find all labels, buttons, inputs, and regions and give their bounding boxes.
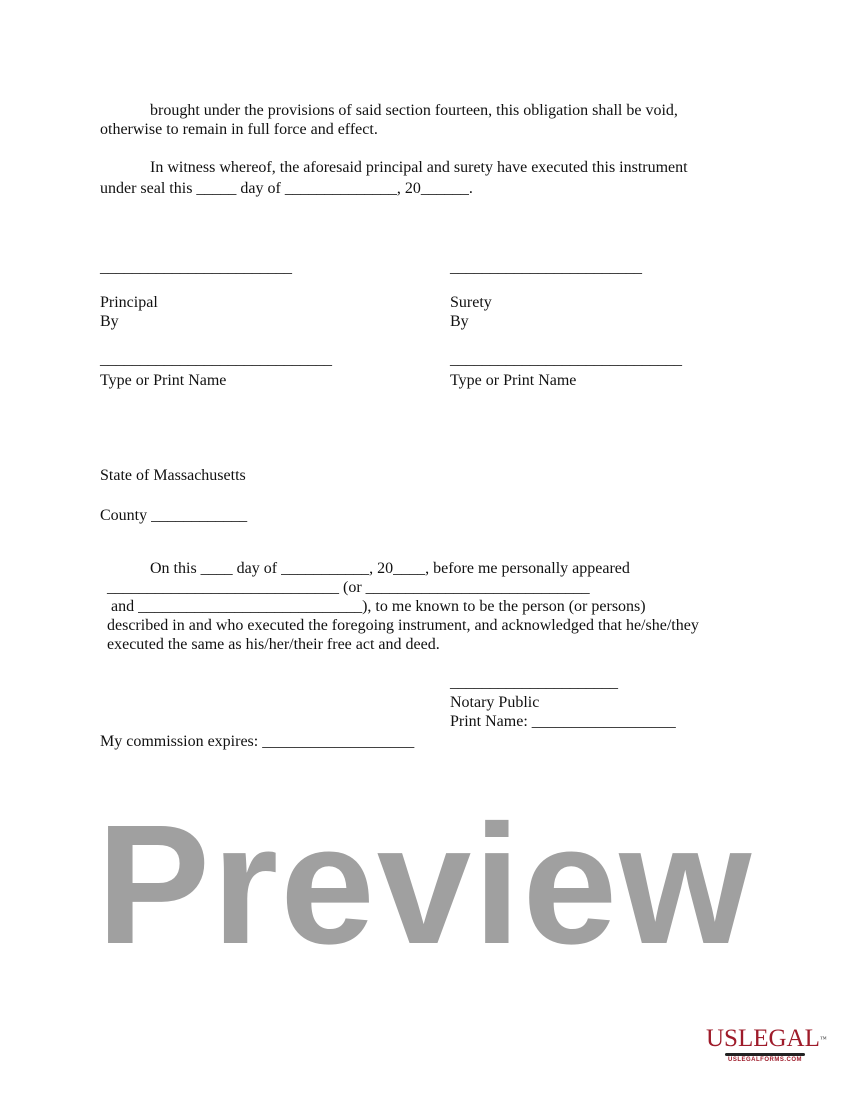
principal-by: By <box>100 313 119 330</box>
paragraph-line: otherwise to remain in full force and effect. <box>100 121 378 138</box>
notary-signature-line: _____________________ <box>450 674 618 691</box>
state-label: State of Massachusetts <box>100 467 246 484</box>
notary-text: described in and who executed the foregoing instrument, and acknowledged that he/she/they <box>107 617 699 634</box>
print-name-label: Print Name: __________________ <box>450 713 676 730</box>
paragraph-line: In witness whereof, the aforesaid principal and surety have executed this instrument <box>150 159 688 176</box>
county-label: County ____________ <box>100 507 248 524</box>
surety-label: Surety <box>450 294 492 311</box>
uslegal-logo <box>706 1025 827 1063</box>
notary-text: executed the same as his/her/their free act and deed. <box>107 636 440 653</box>
surety-name-line: _____________________________ <box>450 351 682 368</box>
logo-brand: USLEGAL <box>706 1025 820 1052</box>
notary-text: On this ____ day of ___________, 20____, before me personally appeared <box>150 560 630 577</box>
principal-signature-line: ________________________ <box>100 259 292 276</box>
paragraph-line: under seal this _____ day of ______________, 20______. <box>100 180 473 197</box>
commission-expires: My commission expires: ___________________ <box>100 733 415 750</box>
principal-name-line: _____________________________ <box>100 351 332 368</box>
preview-watermark: Preview <box>96 790 754 980</box>
logo-url: USLEGALFORMS.COM <box>728 1057 802 1063</box>
notary-text: and ____________________________), to me known to be the person (or persons) <box>107 598 646 615</box>
surety-by: By <box>450 313 469 330</box>
eagle-icon <box>725 1053 805 1056</box>
principal-label: Principal <box>100 294 158 311</box>
notary-public-label: Notary Public <box>450 694 540 711</box>
notary-text: _____________________________ (or ____________________________ <box>107 579 590 596</box>
surety-name-label: Type or Print Name <box>450 372 577 389</box>
surety-signature-line: ________________________ <box>450 259 642 276</box>
principal-name-label: Type or Print Name <box>100 372 227 389</box>
logo-tm: ™ <box>819 1035 827 1043</box>
paragraph-line: brought under the provisions of said section fourteen, this obligation shall be void, <box>150 102 678 119</box>
